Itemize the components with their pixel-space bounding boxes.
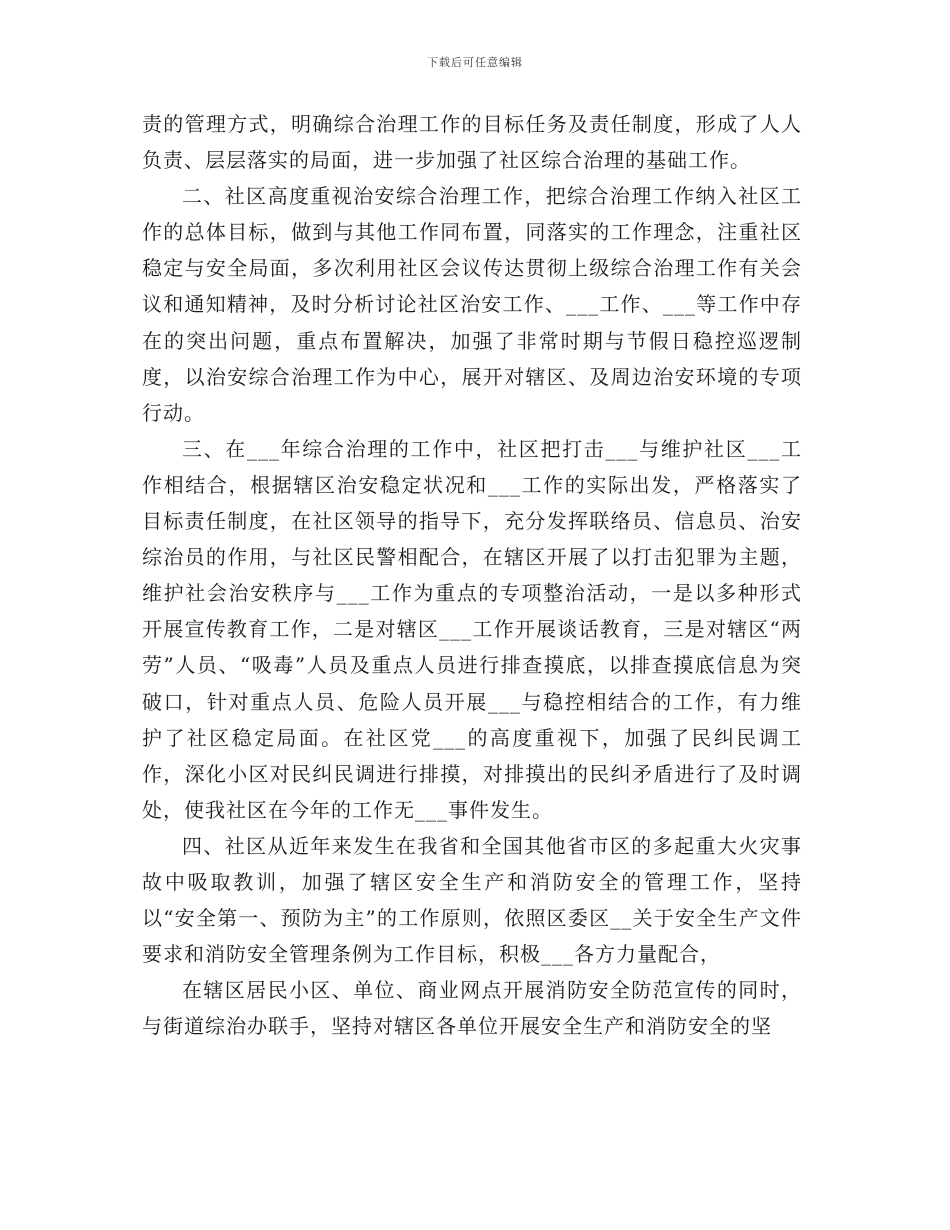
paragraph-2: 二、社区高度重视治安综合治理工作，把综合治理工作纳入社区工作的总体目标，做到与其他工作同布置，同落实的工作理念，注重社区稳定与安全局面，多次利用社区会议传达贯彻上级综合治理工作有关会议和通知精神，及时分析讨论社区治安工作、___工作、___等工作中存在的突出问题，重点布置解决，加强了非常时期与节假日稳控巡逻制度，以治安综合治理工作为中心，展开对辖区、及周边治安环境的专项行动。 (142, 184, 802, 425)
paragraph-4: 四、社区从近年来发生在我省和全国其他省市区的多起重大火灾事故中吸取教训，加强了辖区安全生产和消防安全的管理工作，坚持以“安全第一、预防为主”的工作原则，依照区委区__关于安全生产文件要求和消防安全管理条例为工作目标，积极___各方力量配合， (142, 833, 802, 967)
paragraph-1: 责的管理方式，明确综合治理工作的目标任务及责任制度，形成了人人负责、层层落实的局面，进一步加强了社区综合治理的基础工作。 (142, 112, 802, 173)
page-header-note: 下载后可任意编辑 (427, 56, 523, 69)
paragraph-3: 三、在___年综合治理的工作中，社区把打击___与维护社区___工作相结合，根据辖区治安稳定状况和___工作的实际出发，严格落实了目标责任制度，在社区领导的指导下，充分发挥联络员、信息员、治安综治员的作用，与社区民警相配合，在辖区开展了以打击犯罪为主题，维护社会治安秩序与___工作为重点的专项整治活动，一是以多种形式开展宣传教育工作，二是对辖区___工作开展谈话教育，三是对辖区“两劳”人员、“吸毒”人员及重点人员进行排查摸底，以排查摸底信息为突破口，针对重点人员、危险人员开展___与稳控相结合的工作，有力维护了社区稳定局面。在社区党___的高度重视下，加强了民纠民调工作，深化小区对民纠民调进行排摸，对排摸出的民纠矛盾进行了及时调处，使我社区在今年的工作无___事件发生。 (142, 436, 802, 822)
document-body (142, 106, 802, 1044)
paragraph-5: 在辖区居民小区、单位、商业网点开展消防安全防范宣传的同时，与街道综治办联手，坚持对辖区各单位开展安全生产和消防安全的坚 (142, 978, 802, 1039)
